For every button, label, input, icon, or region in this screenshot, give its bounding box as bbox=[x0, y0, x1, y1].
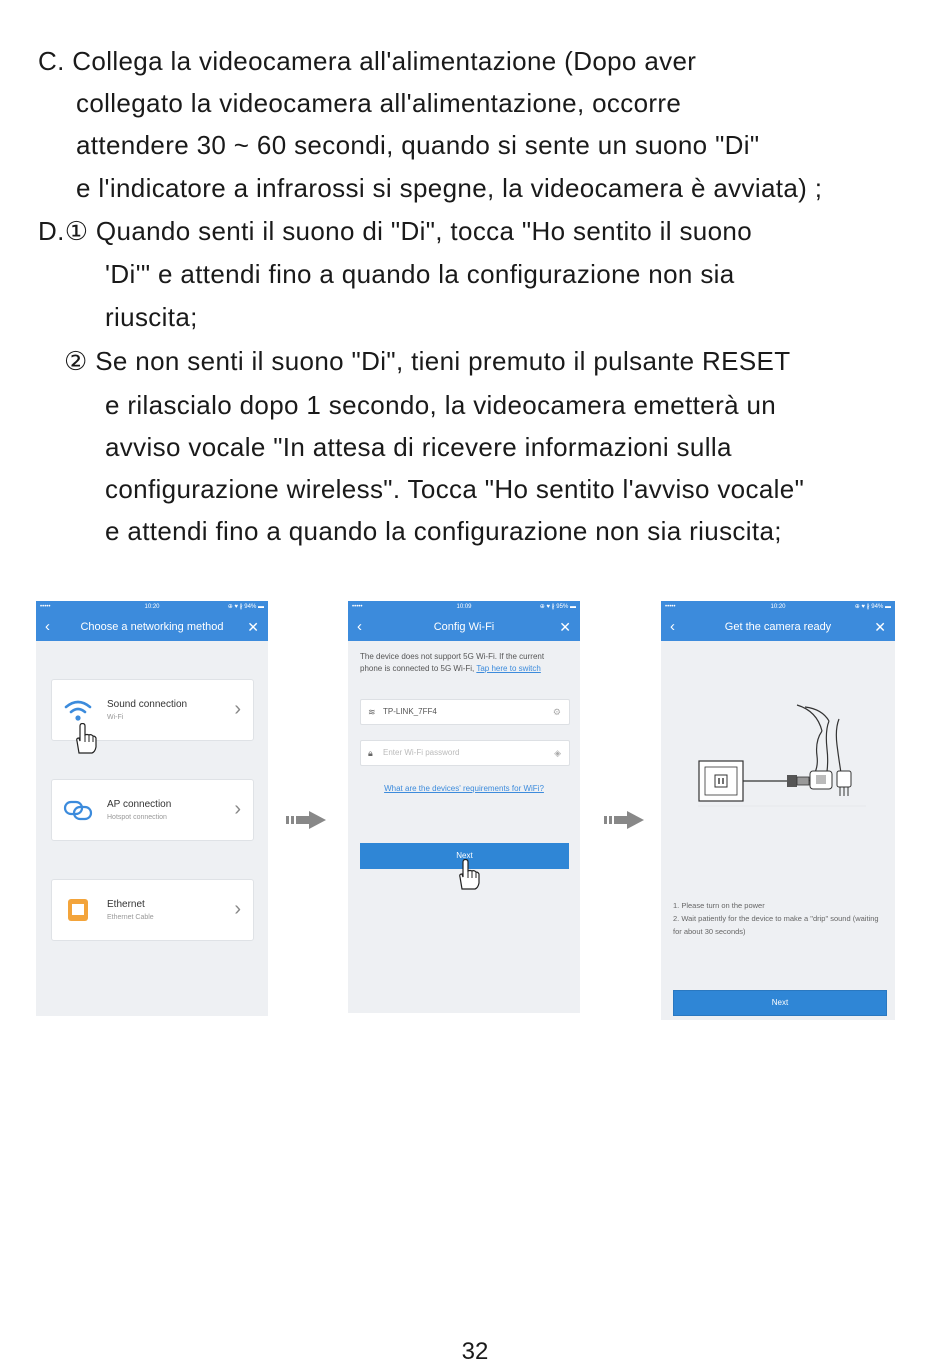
ethernet-option[interactable] bbox=[51, 879, 254, 941]
nav-bar bbox=[348, 613, 580, 641]
battery-indicator: ⊕ ♥ ∦ 94% ▬ bbox=[854, 604, 891, 610]
phone-screen-camera-ready bbox=[661, 601, 895, 1020]
option-subtitle: Wi-Fi bbox=[107, 714, 124, 721]
link-icon bbox=[63, 797, 93, 823]
step-1: 1. Please turn on the power bbox=[673, 901, 765, 910]
wifi-password-field[interactable] bbox=[360, 740, 570, 766]
status-bar bbox=[661, 601, 895, 613]
option-title: Ethernet bbox=[107, 899, 145, 910]
close-icon[interactable]: ✕ bbox=[874, 619, 886, 635]
text-line: avviso vocale "In attesa di ricevere informazioni sulla bbox=[105, 432, 732, 462]
lock-icon: 🔒︎ bbox=[368, 748, 373, 758]
nav-bar bbox=[661, 613, 895, 641]
ap-connection-option[interactable] bbox=[51, 779, 254, 841]
text-line: ② Se non senti il suono "Di", tieni premuto il pulsante RESET bbox=[64, 346, 791, 376]
chevron-right-icon: › bbox=[234, 698, 241, 720]
option-subtitle: Hotspot connection bbox=[107, 814, 167, 821]
phone-screen-config-wifi bbox=[348, 601, 580, 1013]
next-step-arrow-icon bbox=[286, 811, 326, 829]
status-time: 10:20 bbox=[770, 604, 786, 610]
wifi-ssid-field[interactable] bbox=[360, 699, 570, 725]
battery-indicator: ⊕ ♥ ∦ 94% ▬ bbox=[227, 604, 264, 610]
wifi-requirements-link[interactable]: What are the devices' requirements for WiFi? bbox=[384, 784, 544, 793]
next-button[interactable]: Next bbox=[360, 843, 569, 869]
option-title: AP connection bbox=[107, 799, 172, 810]
text-line: e l'indicatore a infrarossi si spegne, la videocamera è avviata) ; bbox=[76, 173, 823, 203]
text-line: e attendi fino a quando la configurazione non sia riuscita; bbox=[105, 516, 782, 546]
note-text: The device does not support 5G Wi-Fi. If the current phone is connected to 5G Wi-Fi, bbox=[360, 652, 545, 673]
carrier-signal: ••••• bbox=[352, 604, 363, 610]
back-icon[interactable]: ‹ bbox=[357, 618, 362, 635]
text-line: collegato la videocamera all'alimentazione, occorre bbox=[76, 88, 682, 118]
back-icon[interactable]: ‹ bbox=[670, 618, 675, 635]
text-line: attendere 30 ~ 60 secondi, quando si sente un suono "Di" bbox=[76, 130, 760, 160]
next-button[interactable]: Next bbox=[673, 990, 887, 1016]
eye-icon[interactable]: ◈ bbox=[554, 748, 561, 758]
step-2: 2. Wait patiently for the device to make a "drip" sound (waiting for about 30 seconds) bbox=[673, 914, 879, 936]
tap-hand-icon bbox=[455, 859, 481, 891]
text-line: e rilascialo dopo 1 secondo, la videocamera emetterà un bbox=[105, 390, 777, 420]
status-time: 10:09 bbox=[456, 604, 472, 610]
nav-bar bbox=[36, 613, 268, 641]
text-line: C. Collega la videocamera all'alimentazione (Dopo aver bbox=[38, 46, 697, 76]
switch-network-link[interactable]: Tap here to switch bbox=[476, 664, 541, 673]
wifi-icon: ≋ bbox=[368, 707, 376, 717]
chevron-right-icon: › bbox=[234, 898, 241, 920]
battery-indicator: ⊕ ♥ ∦ 95% ▬ bbox=[539, 604, 576, 610]
option-title: Sound connection bbox=[107, 699, 188, 710]
tap-hand-icon bbox=[72, 723, 98, 755]
text-line: D.① Quando senti il suono di "Di", tocca "Ho sentito il suono bbox=[38, 216, 753, 246]
status-bar bbox=[36, 601, 268, 613]
carrier-signal: ••••• bbox=[665, 604, 676, 610]
wifi-icon bbox=[63, 697, 93, 723]
status-time: 10:20 bbox=[144, 604, 160, 610]
ssid-value: TP-LINK_7FF4 bbox=[383, 707, 437, 716]
gear-icon[interactable]: ⚙ bbox=[552, 707, 561, 717]
carrier-signal: ••••• bbox=[40, 604, 51, 610]
screen-title: Config Wi-Fi bbox=[433, 621, 495, 633]
option-subtitle: Ethernet Cable bbox=[107, 914, 154, 921]
screen-title: Choose a networking method bbox=[80, 621, 224, 633]
text-line: 'Di'" e attendi fino a quando la configurazione non sia bbox=[105, 259, 735, 289]
close-icon[interactable]: ✕ bbox=[559, 619, 571, 635]
camera-power-cable-illustration bbox=[697, 701, 867, 811]
status-bar bbox=[348, 601, 580, 613]
chevron-right-icon: › bbox=[234, 798, 241, 820]
phone-screen-networking-method bbox=[36, 601, 268, 1016]
text-line: configurazione wireless". Tocca "Ho sentito l'avviso vocale" bbox=[105, 474, 805, 504]
back-icon[interactable]: ‹ bbox=[45, 618, 50, 635]
screen-title: Get the camera ready bbox=[724, 621, 832, 633]
next-step-arrow-icon bbox=[604, 811, 644, 829]
page-number: 32 bbox=[461, 1338, 489, 1365]
password-placeholder: Enter Wi-Fi password bbox=[383, 748, 460, 757]
setup-steps bbox=[673, 899, 883, 938]
text-line: riuscita; bbox=[105, 302, 198, 332]
5g-warning-note bbox=[360, 651, 565, 675]
close-icon[interactable]: ✕ bbox=[247, 619, 259, 635]
ethernet-port-icon bbox=[63, 897, 93, 923]
